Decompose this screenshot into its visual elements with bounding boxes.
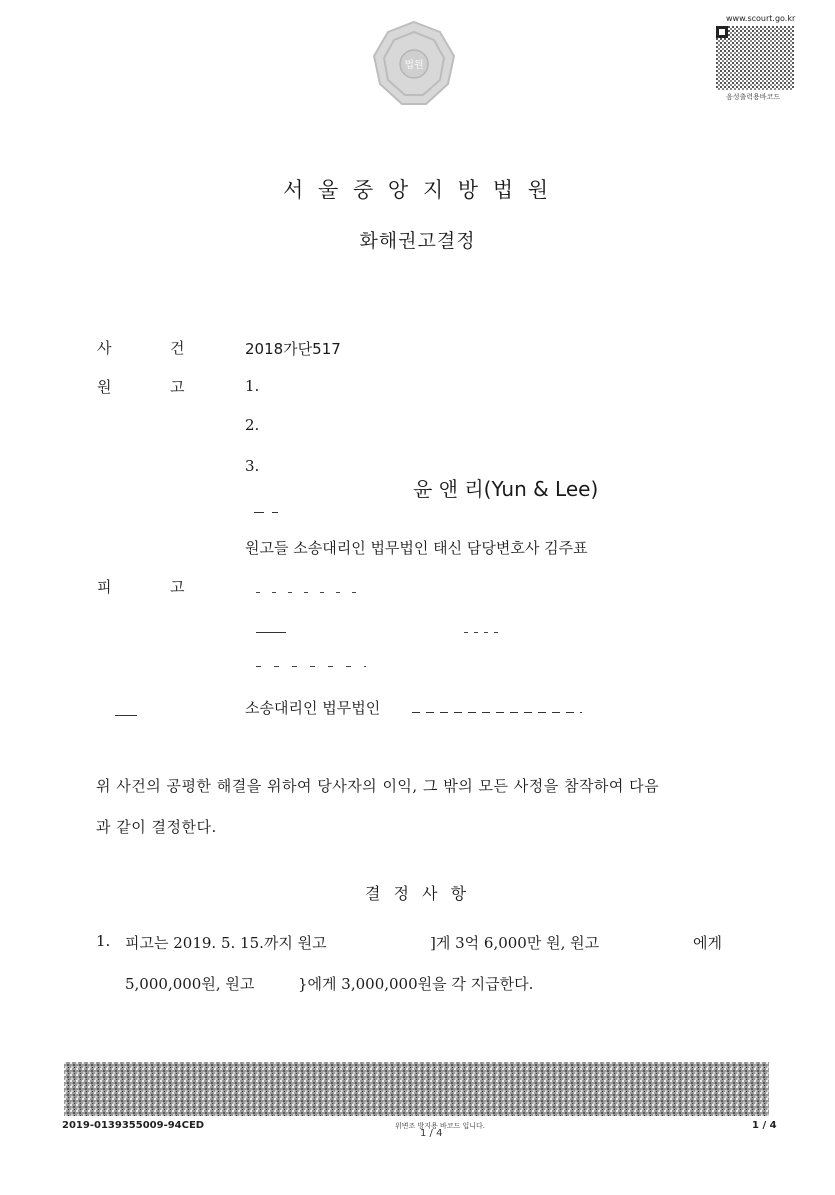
redaction-mark	[464, 632, 504, 633]
document-title: 화해권고결정	[359, 230, 476, 252]
redaction-mark	[115, 715, 137, 716]
redaction-mark	[256, 666, 366, 667]
defendant-label-char-2: 고	[170, 578, 185, 596]
anti-forgery-barcode	[64, 1062, 769, 1116]
plaintiff-counsel: 원고들 소송대리인 법무법인 태신 담당변호사 김주표	[245, 539, 588, 557]
seal-text: 법원	[404, 60, 424, 71]
defendant-counsel: 소송대리인 법무법인	[245, 699, 381, 717]
firm-overlay: 윤 앤 리(Yun & Lee)	[413, 477, 599, 501]
redaction-mark	[254, 512, 264, 513]
court-name: 서 울 중 앙 지 방 법 원	[282, 178, 552, 202]
decision-line1-part2: ]게 3억 6,000만 원, 원고	[430, 934, 600, 952]
section-title: 결 정 사 항	[364, 884, 471, 903]
redaction-mark	[256, 592, 366, 593]
barcode-note: 위변조 방지용 바코드 입니다.	[394, 1122, 486, 1130]
court-seal-icon	[368, 18, 460, 110]
qr-url: www.scourt.go.kr	[726, 14, 796, 23]
redaction-mark	[256, 632, 286, 633]
decision-line2-part2: }에게 3,000,000원을 각 지급한다.	[298, 975, 534, 993]
intro-line-2: 과 같이 결정한다.	[96, 818, 217, 836]
decision-line2-part1: 5,000,000원, 원고	[125, 975, 255, 993]
case-number: 2018가단517	[245, 340, 341, 358]
plaintiff-entry-2: 2.	[245, 416, 260, 434]
qr-code-icon	[716, 26, 794, 90]
defendant-label-char-1: 피	[97, 578, 112, 596]
qr-caption: 음성출력용바코드	[726, 93, 781, 101]
redaction-mark	[272, 512, 278, 513]
plaintiff-entry-1: 1.	[245, 377, 260, 395]
case-label-char-2: 건	[170, 339, 185, 357]
redaction-mark	[412, 712, 582, 713]
plaintiff-label-char-2: 고	[170, 378, 185, 396]
plaintiff-entry-3: 3.	[245, 457, 260, 475]
decision-line1-part3: 에게	[693, 934, 722, 952]
page-number-center: 1 / 4	[420, 1128, 443, 1139]
decision-line1-part1: 피고는 2019. 5. 15.까지 원고	[125, 934, 327, 952]
page-number: 1 / 4	[752, 1120, 777, 1131]
document-id: 2019-0139355009-94CED	[62, 1120, 205, 1131]
decision-number: 1.	[96, 932, 111, 950]
intro-line-1: 위 사건의 공평한 해결을 위하여 당사자의 이익, 그 밖의 모든 사정을 참작하여 다음	[96, 777, 660, 795]
case-label-char-1: 사	[97, 339, 112, 357]
plaintiff-label-char-1: 원	[97, 378, 112, 396]
